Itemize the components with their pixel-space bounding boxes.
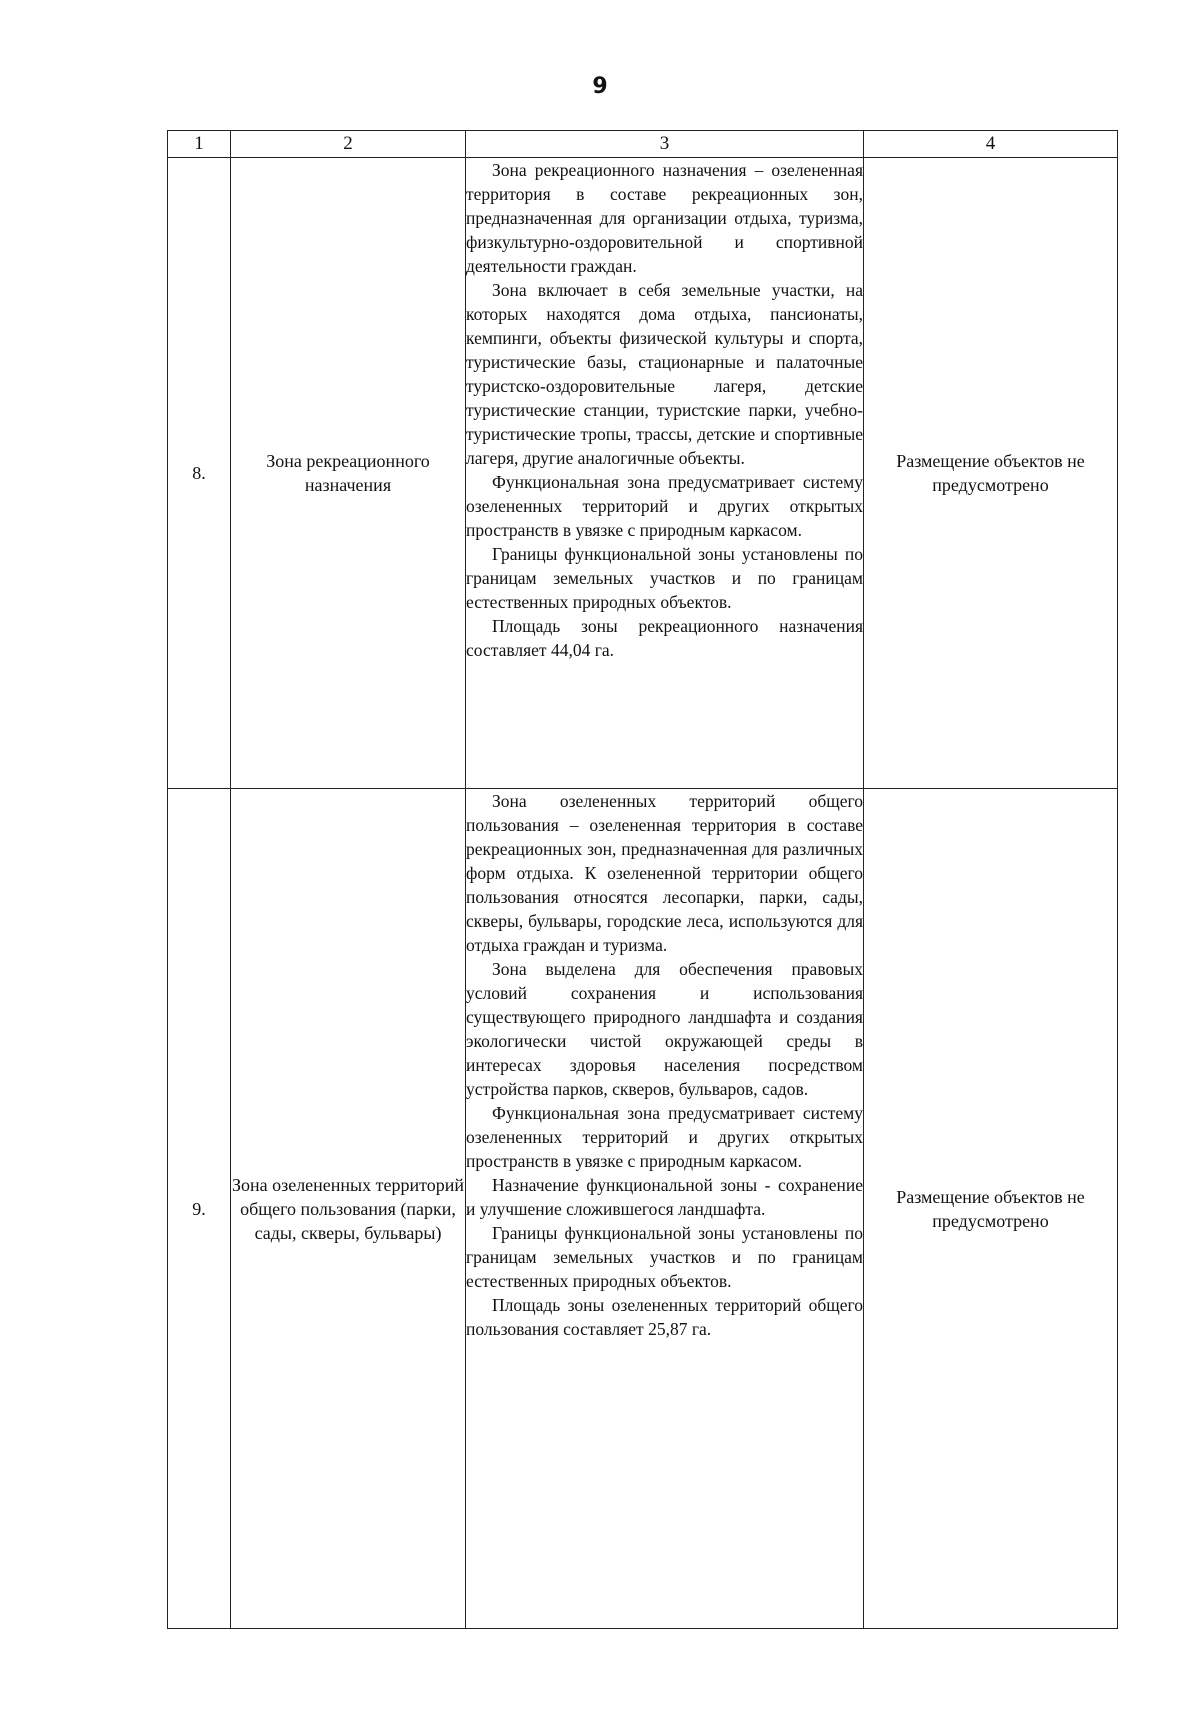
description-paragraph: Зона выделена для обеспечения правовых условий сохранения и использования существующего природного ландшафта и создания экологически чистой окружающей среды в интересах здоровья населения посредством устройства парков, скверов, бульваров, садов. bbox=[466, 959, 863, 1099]
column-header-2: 2 bbox=[231, 131, 466, 158]
description-paragraph: Зона озелененных территорий общего пользования – озелененная территория в составе рекреационных зон, предназначенная для различных форм отдыха. К озелененной территории общего пользования относятся лесопарки, парки, сады, скверы, бульвары, городские леса, используются для отдыха граждан и туризма. bbox=[466, 791, 863, 955]
column-header-3: 3 bbox=[466, 131, 864, 158]
table-row bbox=[168, 158, 1118, 789]
column-header-1: 1 bbox=[168, 131, 231, 158]
description-paragraph: Площадь зоны озелененных территорий общего пользования составляет 25,87 га. bbox=[466, 1295, 863, 1339]
placement-note: Размещение объектов не предусмотрено bbox=[864, 789, 1118, 1629]
zone-name: Зона рекреационного назначения bbox=[231, 158, 466, 789]
row-number: 9. bbox=[168, 789, 231, 1629]
description-paragraph: Границы функциональной зоны установлены по границам земельных участков и по границам естественных природных объектов. bbox=[466, 544, 863, 612]
page-number: 9 bbox=[592, 74, 608, 99]
description-paragraph: Зона рекреационного назначения – озелененная территория в составе рекреационных зон, предназначенная для организации отдыха, туризма, физкультурно-оздоровительной и спортивной деятельности граждан. bbox=[466, 160, 863, 276]
description-paragraph: Функциональная зона предусматривает систему озелененных территорий и других открытых пространств в увязке с природным каркасом. bbox=[466, 472, 863, 540]
description-paragraph: Назначение функциональной зоны - сохранение и улучшение сложившегося ландшафта. bbox=[466, 1175, 863, 1219]
placement-note: Размещение объектов не предусмотрено bbox=[864, 158, 1118, 789]
description-paragraph: Функциональная зона предусматривает систему озелененных территорий и других открытых пространств в увязке с природным каркасом. bbox=[466, 1103, 863, 1171]
zone-description bbox=[466, 789, 864, 1629]
zone-description bbox=[466, 158, 864, 789]
zones-table bbox=[167, 130, 1118, 1629]
table-row bbox=[168, 789, 1118, 1629]
description-paragraph: Площадь зоны рекреационного назначения составляет 44,04 га. bbox=[466, 616, 863, 660]
zone-name: Зона озелененных территорий общего пользования (парки, сады, скверы, бульвары) bbox=[231, 789, 466, 1629]
row-number: 8. bbox=[168, 158, 231, 789]
table-header-row bbox=[168, 131, 1118, 158]
column-header-4: 4 bbox=[864, 131, 1118, 158]
description-paragraph: Границы функциональной зоны установлены по границам земельных участков и по границам естественных природных объектов. bbox=[466, 1223, 863, 1291]
description-paragraph: Зона включает в себя земельные участки, на которых находятся дома отдыха, пансионаты, кемпинги, объекты физической культуры и спорта, туристические базы, стационарные и палаточные туристско-оздоровительные лагеря, детские туристические станции, туристские парки, учебно-туристические тропы, трассы, детские и спортивные лагеря, другие аналогичные объекты. bbox=[466, 280, 863, 468]
